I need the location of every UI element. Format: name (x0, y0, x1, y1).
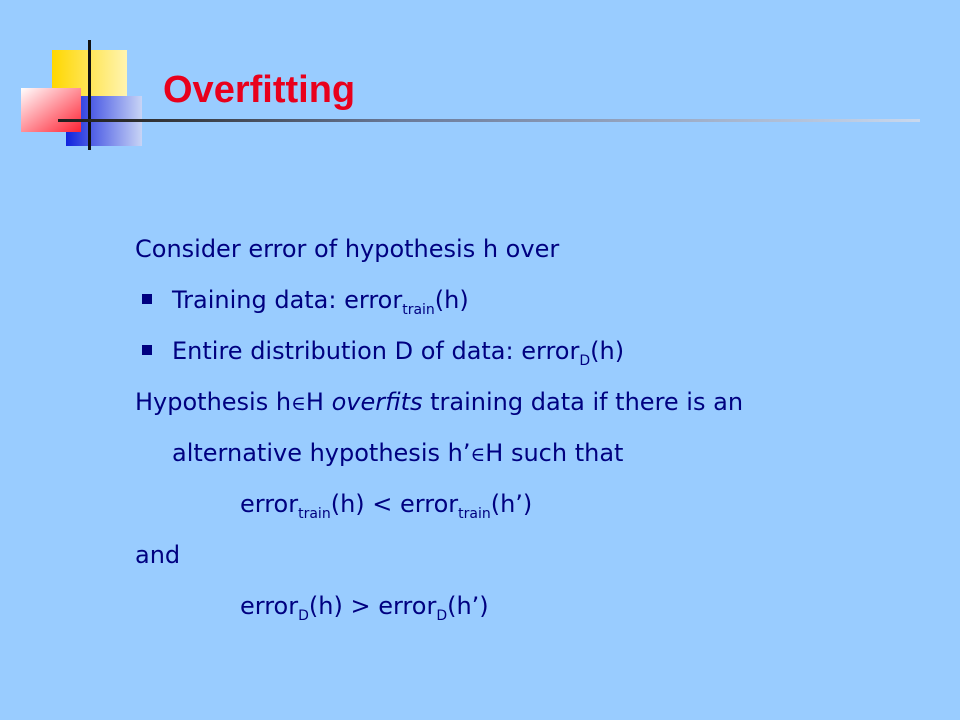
red-square (21, 88, 81, 132)
math-text: (h) > (308, 592, 379, 620)
definition-text: H such that (485, 439, 624, 467)
and-text: and (135, 541, 181, 569)
definition-text: alternative hypothesis h’ (172, 439, 471, 467)
decorative-squares-logo (0, 0, 160, 160)
definition-text: H (305, 388, 332, 416)
math-text: error (240, 490, 299, 518)
bullet-text: Entire distribution D of data: error (172, 337, 580, 365)
subscript: train (298, 506, 331, 522)
math-text: error (378, 592, 437, 620)
inequality-train (135, 479, 743, 530)
square-bullet-icon (142, 345, 152, 355)
definition-continuation (135, 428, 743, 479)
math-text: (h’) (447, 592, 489, 620)
element-of-symbol: ∈ (470, 442, 486, 466)
bullet-item-distribution (135, 326, 743, 377)
definition-line (135, 377, 743, 428)
definition-text: Hypothesis h (135, 388, 292, 416)
slide-title: Overfitting (163, 69, 356, 111)
square-bullet-icon (142, 294, 152, 304)
intro-line (135, 224, 743, 275)
vertical-rule (88, 40, 91, 150)
subscript: D (298, 608, 309, 624)
subscript: D (436, 608, 448, 624)
math-text: (h) < (330, 490, 401, 518)
bullet-tail: (h) (434, 286, 469, 314)
math-text: error (240, 592, 299, 620)
and-line (135, 530, 743, 581)
math-text: error (400, 490, 459, 518)
emphasis-overfits: overfits (331, 388, 423, 416)
subscript: train (402, 302, 435, 318)
bullet-item-training (135, 275, 743, 326)
inequality-distribution (135, 581, 743, 632)
bullet-tail: (h) (590, 337, 625, 365)
bullet-text: Training data: error (172, 286, 403, 314)
intro-text: Consider error of hypothesis h over (135, 235, 560, 263)
subscript: train (458, 506, 491, 522)
slide-body (135, 224, 743, 632)
math-text: (h’) (490, 490, 533, 518)
subscript: D (579, 353, 591, 369)
element-of-symbol: ∈ (291, 391, 306, 415)
definition-text: training data if there is an (422, 388, 744, 416)
title-underline (58, 119, 920, 122)
